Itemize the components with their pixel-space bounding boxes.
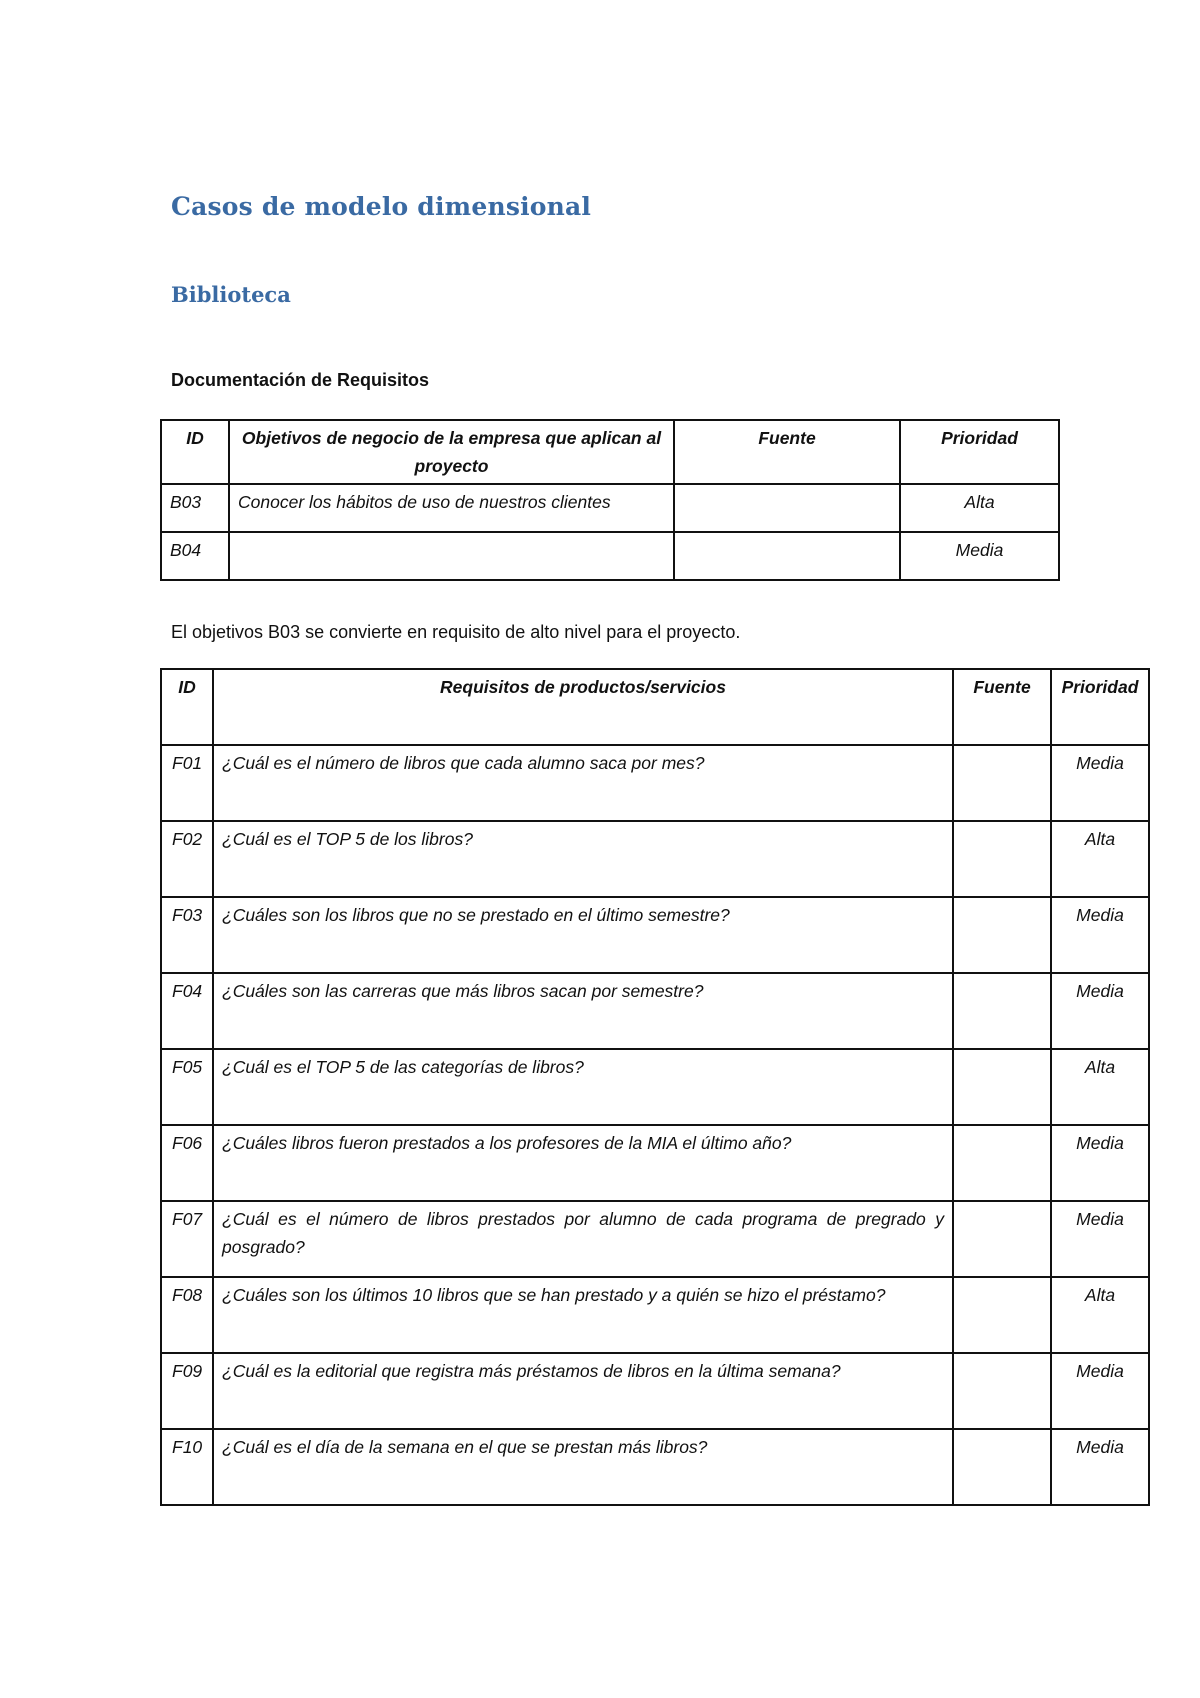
cell-id: B03 bbox=[161, 484, 229, 532]
table-row bbox=[161, 1125, 1149, 1201]
table-header-row bbox=[161, 420, 1059, 484]
cell-requirement: ¿Cuál es el TOP 5 de los libros? bbox=[213, 821, 953, 897]
cell-priority: Media bbox=[1051, 897, 1149, 973]
cell-source bbox=[953, 821, 1051, 897]
header-id: ID bbox=[161, 669, 213, 745]
cell-requirement: ¿Cuáles son los libros que no se prestado en el último semestre? bbox=[213, 897, 953, 973]
cell-id: B04 bbox=[161, 532, 229, 580]
cell-requirement: ¿Cuál es la editorial que registra más préstamos de libros en la última semana? bbox=[213, 1353, 953, 1429]
table-row bbox=[161, 745, 1149, 821]
cell-priority: Alta bbox=[900, 484, 1059, 532]
document-title: Casos de modelo dimensional bbox=[171, 192, 592, 221]
cell-priority: Alta bbox=[1051, 1049, 1149, 1125]
table-row bbox=[161, 1277, 1149, 1353]
cell-source bbox=[674, 532, 900, 580]
table-row bbox=[161, 1353, 1149, 1429]
requirements-table-body bbox=[161, 745, 1149, 1505]
objectives-table bbox=[160, 419, 1060, 581]
table-row bbox=[161, 1049, 1149, 1125]
cell-id: F02 bbox=[161, 821, 213, 897]
header-source: Fuente bbox=[953, 669, 1051, 745]
table-row bbox=[161, 532, 1059, 580]
table-row bbox=[161, 973, 1149, 1049]
body-paragraph: El objetivos B03 se convierte en requisito de alto nivel para el proyecto. bbox=[171, 622, 741, 642]
table-row bbox=[161, 1429, 1149, 1505]
cell-objective: Conocer los hábitos de uso de nuestros clientes bbox=[229, 484, 674, 532]
cell-source bbox=[953, 1353, 1051, 1429]
header-id: ID bbox=[161, 420, 229, 484]
cell-id: F08 bbox=[161, 1277, 213, 1353]
cell-source bbox=[953, 745, 1051, 821]
cell-id: F05 bbox=[161, 1049, 213, 1125]
cell-objective bbox=[229, 532, 674, 580]
subsection-title: Documentación de Requisitos bbox=[171, 370, 430, 390]
cell-requirement: ¿Cuál es el número de libros prestados por alumno de cada programa de pregrado y posgrado? bbox=[213, 1201, 953, 1277]
cell-priority: Alta bbox=[1051, 1277, 1149, 1353]
cell-requirement: ¿Cuáles son las carreras que más libros sacan por semestre? bbox=[213, 973, 953, 1049]
cell-id: F10 bbox=[161, 1429, 213, 1505]
cell-requirement: ¿Cuáles libros fueron prestados a los profesores de la MIA el último año? bbox=[213, 1125, 953, 1201]
cell-source bbox=[953, 1429, 1051, 1505]
cell-id: F09 bbox=[161, 1353, 213, 1429]
cell-id: F03 bbox=[161, 897, 213, 973]
cell-source bbox=[953, 1277, 1051, 1353]
table-header-row bbox=[161, 669, 1149, 745]
cell-requirement: ¿Cuáles son los últimos 10 libros que se han prestado y a quién se hizo el préstamo? bbox=[213, 1277, 953, 1353]
cell-requirement: ¿Cuál es el TOP 5 de las categorías de libros? bbox=[213, 1049, 953, 1125]
cell-requirement: ¿Cuál es el día de la semana en el que se prestan más libros? bbox=[213, 1429, 953, 1505]
cell-id: F07 bbox=[161, 1201, 213, 1277]
header-source: Fuente bbox=[674, 420, 900, 484]
table-row bbox=[161, 484, 1059, 532]
cell-priority: Media bbox=[1051, 745, 1149, 821]
cell-source bbox=[674, 484, 900, 532]
cell-source bbox=[953, 1049, 1051, 1125]
header-priority: Prioridad bbox=[900, 420, 1059, 484]
cell-source bbox=[953, 973, 1051, 1049]
cell-source bbox=[953, 1125, 1051, 1201]
cell-source bbox=[953, 1201, 1051, 1277]
header-objective: Objetivos de negocio de la empresa que aplican al proyecto bbox=[229, 420, 674, 484]
cell-source bbox=[953, 897, 1051, 973]
cell-priority: Media bbox=[1051, 1125, 1149, 1201]
cell-priority: Media bbox=[900, 532, 1059, 580]
header-requirement: Requisitos de productos/servicios bbox=[213, 669, 953, 745]
requirements-table bbox=[160, 668, 1150, 1506]
cell-id: F06 bbox=[161, 1125, 213, 1201]
header-priority: Prioridad bbox=[1051, 669, 1149, 745]
section-title: Biblioteca bbox=[171, 282, 291, 307]
table-row bbox=[161, 897, 1149, 973]
table-row bbox=[161, 821, 1149, 897]
cell-id: F01 bbox=[161, 745, 213, 821]
cell-requirement: ¿Cuál es el número de libros que cada alumno saca por mes? bbox=[213, 745, 953, 821]
cell-priority: Media bbox=[1051, 1353, 1149, 1429]
cell-priority: Alta bbox=[1051, 821, 1149, 897]
table-row bbox=[161, 1201, 1149, 1277]
cell-id: F04 bbox=[161, 973, 213, 1049]
cell-priority: Media bbox=[1051, 1201, 1149, 1277]
cell-priority: Media bbox=[1051, 1429, 1149, 1505]
cell-priority: Media bbox=[1051, 973, 1149, 1049]
objectives-table-body bbox=[161, 484, 1059, 580]
